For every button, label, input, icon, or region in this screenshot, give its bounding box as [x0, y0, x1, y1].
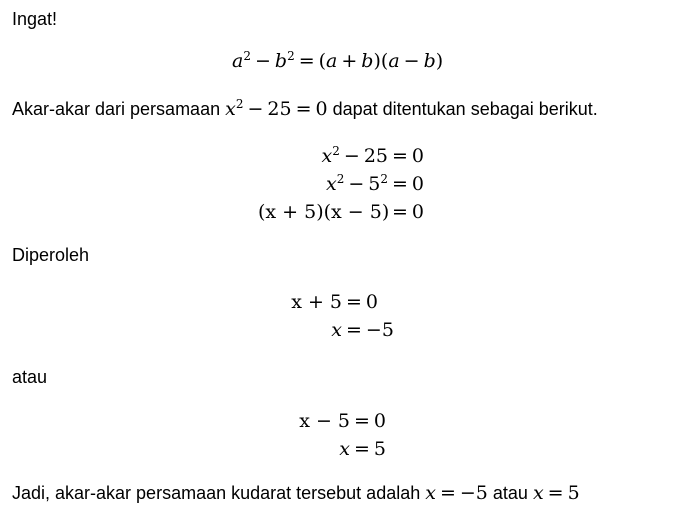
label-diperoleh: Diperoleh: [12, 245, 90, 265]
case-2-row-2: x = 5: [339, 438, 387, 460]
case-2-row-1: x − 5 = 0: [299, 410, 387, 432]
conclusion-text: Jadi, akar-akar persamaan kudarat tersebut adalah x = −5 atau x = 5: [12, 482, 580, 504]
step-3: (x + 5)(x − 5) = 0: [258, 201, 425, 223]
step-1: $x^2 - 25$ = 0: [321, 144, 425, 167]
derivation-steps: [258, 142, 424, 226]
case-1-row-2: x = −5: [331, 319, 394, 341]
heading-ingat: Ingat!: [12, 9, 58, 29]
label-atau: atau: [12, 367, 48, 387]
intro-text: Akar-akar dari persamaan $x^2 - 25 = 0$ dapat ditentukan sebagai berikut.: [12, 97, 598, 120]
case-2-equations: [280, 407, 386, 463]
step-2: $x^2 - 5^2$ = 0: [325, 172, 425, 195]
case-1-equations: [272, 288, 394, 344]
case-1-row-1: x + 5 = 0: [291, 291, 379, 313]
identity-formula: $a^2 - b^2 = (a + b)(a - b)$: [232, 49, 444, 72]
